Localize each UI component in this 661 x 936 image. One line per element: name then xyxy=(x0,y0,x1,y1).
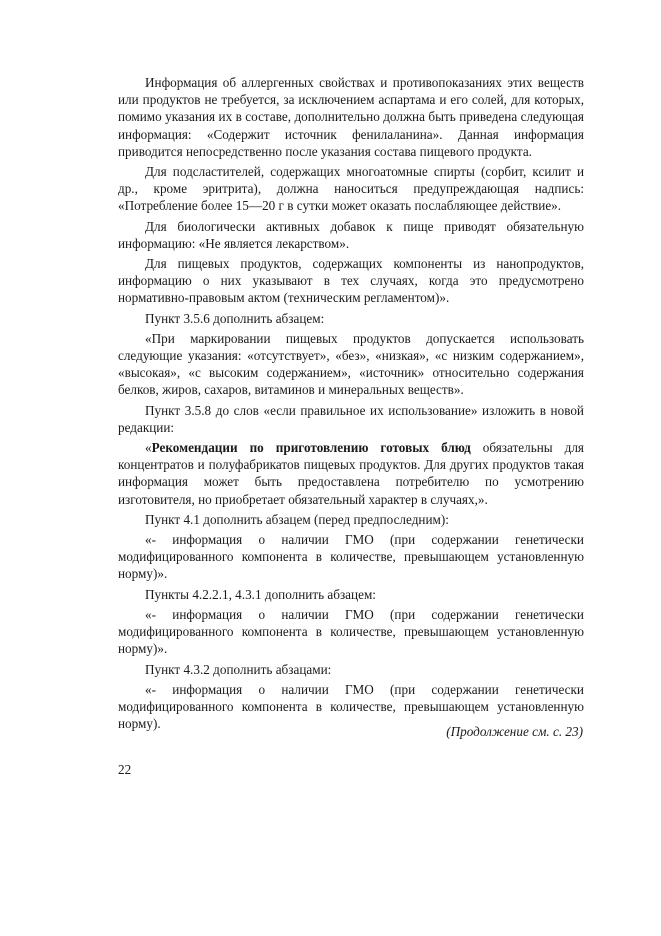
clause-3-5-6-text: «При маркировании пищевых продуктов допускается использовать следующие указания: «отсутствует», «без», «низкая», «с низким содержанием», «высокая», «с высоким содержанием», «источник» относительно содержания белков, жиров, сахаров, витаминов и минеральных веществ». xyxy=(118,330,584,398)
page-number: 22 xyxy=(118,762,132,777)
clause-4-1-heading: Пункт 4.1 дополнить абзацем (перед предпоследним): xyxy=(145,511,449,527)
clause-3-5-8-heading: Пункт 3.5.8 до слов «если правильное их использование» изложить в новой редакции: xyxy=(118,402,584,435)
clause-4-3-2-heading: Пункт 4.3.2 дополнить абзацами: xyxy=(145,661,332,677)
bold-recommendation-term: Рекомендации по приготовлению готовых блюд xyxy=(151,440,471,456)
paragraph-nanoproducts: Для пищевых продуктов, содержащих компоненты из нанопродуктов, информацию о них указывают в тех случаях, когда это предусмотрено нормативно-правовым актом (техническим регламентом)». xyxy=(118,256,584,306)
document-body xyxy=(118,74,584,735)
clause-4-2-2-1-heading: Пункты 4.2.2.1, 4.3.1 дополнить абзацем: xyxy=(145,586,376,602)
paragraph-allergen-info: Информация об аллергенных свойствах и противопоказаниях этих веществ или продуктов не требуется, за исключением аспартама и его солей, для которых, помимо указания их в составе, дополнительно должна быть приведена следующая информация: «Содержит источник фенилаланина». Данная информация приводится непосредственно после указания состава пищевого продукта. xyxy=(118,75,584,159)
clause-3-5-6-heading: Пункт 3.5.6 дополнить абзацем: xyxy=(145,310,325,326)
clause-3-5-8-text xyxy=(118,439,584,508)
clause-4-2-2-1-text: «- информация о наличии ГМО (при содержании генетически модифицированного компонента в количестве, превышающем установленную норму)». xyxy=(118,606,584,657)
open-quote: « xyxy=(145,440,152,456)
paragraph-sweeteners: Для подсластителей, содержащих многоатомные спирты (сорбит, ксилит и др., кроме эритрита), должна наноситься предупреждающая надпись: «Потребление более 15—20 г в сутки может оказать послабляющее действие». xyxy=(118,164,584,214)
recommendation-rest: обязательны для концентратов и полуфабрикатов пищевых продуктов. Для других продуктов такая информация может быть предоставлена потребителю по усмотрению изготовителя, но приобретает обязательный характер в случаях,». xyxy=(118,440,584,507)
clause-4-3-2-text: «- информация о наличии ГМО (при содержании генетически модифицированного компонента в количестве, превышающем установленную норму). xyxy=(118,681,584,732)
clause-4-1-text: «- информация о наличии ГМО (при содержании генетически модифицированного компонента в количестве, превышающем установленную норму)». xyxy=(118,532,584,582)
paragraph-dietary-supplements: Для биологически активных добавок к пище приводят обязательную информацию: «Не является лекарством». xyxy=(118,218,584,251)
continuation-note: (Продолжение см. с. 23) xyxy=(446,724,583,739)
